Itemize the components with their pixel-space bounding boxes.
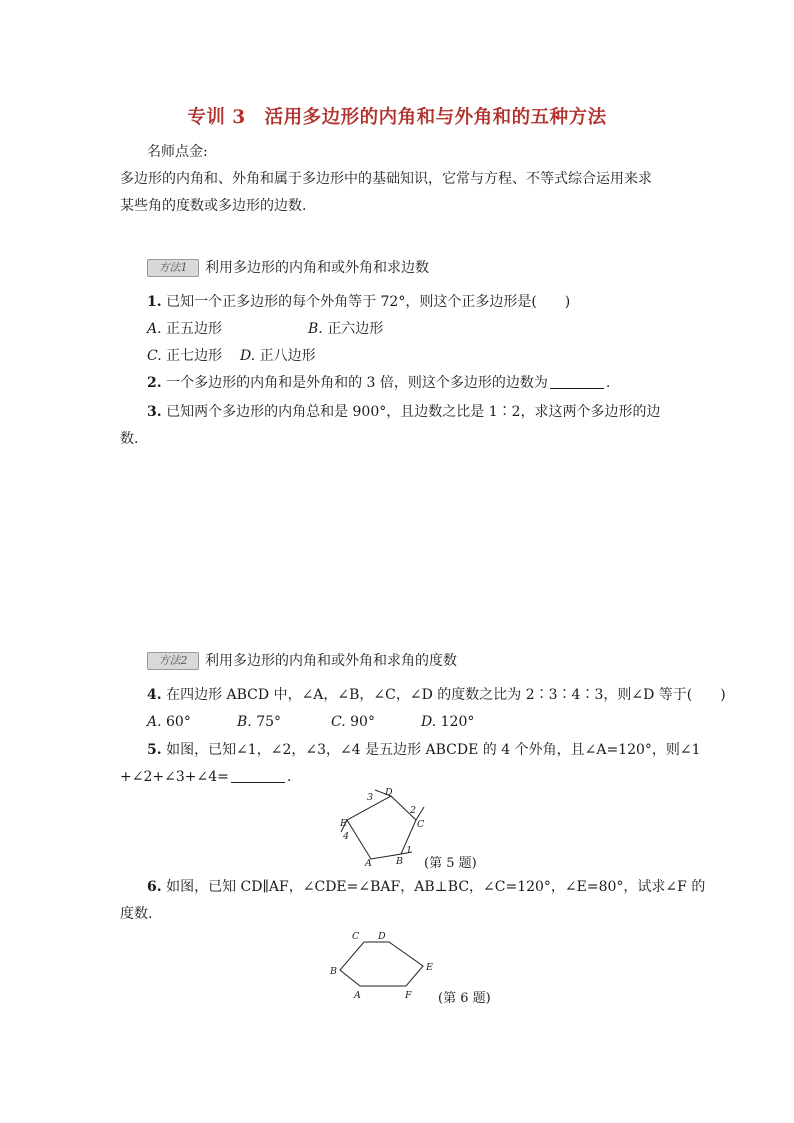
question-2-number: 2. <box>147 375 162 391</box>
question-2 <box>147 373 610 393</box>
question-4-text: 在四边形 ABCD 中，∠A，∠B，∠C，∠D 的度数之比为 2∶3∶4∶3，则∠D 等于( ) <box>166 687 726 703</box>
question-1-number: 1. <box>147 294 162 310</box>
vertex-label-a: A <box>354 990 361 1001</box>
vertex-label-b: B <box>330 966 337 977</box>
question-4 <box>147 685 726 705</box>
question-3-number: 3. <box>147 404 162 420</box>
vertex-label-f: F <box>405 990 412 1001</box>
question-1-text: 已知一个正多边形的每个外角等于 72°，则这个正多边形是( ) <box>166 294 571 310</box>
figure-5-pentagon <box>330 782 430 868</box>
option-b-letter: B. <box>308 321 323 337</box>
question-5-expression: +∠2+∠3+∠4= <box>120 769 229 785</box>
page-title: 专训 3 活用多边形的内角和与外角和的五种方法 <box>187 107 607 128</box>
question-1-option-b <box>308 319 383 339</box>
question-5-line-1: 如图，已知∠1，∠2，∠3，∠4 是五边形 ABCDE 的 4 个外角，且∠A=120°，则∠1 <box>166 742 701 758</box>
option-d-letter: D. <box>240 348 256 364</box>
question-2-period: . <box>605 375 611 391</box>
option-a-text: 正五边形 <box>166 321 223 337</box>
angle-label-1: 1 <box>406 845 413 856</box>
option-d-text: 正八边形 <box>259 348 316 364</box>
question-1-option-c <box>147 346 222 366</box>
intro-label: 名师点金: <box>147 144 208 160</box>
question-4-option-d <box>421 712 474 732</box>
option-b-text: 75° <box>256 714 282 730</box>
option-d-letter: D. <box>421 714 437 730</box>
question-3-line-2: 数. <box>120 431 139 447</box>
question-4-option-c <box>331 712 375 732</box>
answer-blank[interactable] <box>231 768 285 783</box>
question-4-number: 4. <box>147 687 162 703</box>
intro-line-1: 多边形的内角和、外角和属于多边形中的基础知识，它常与方程、不等式综合运用来求 <box>120 171 652 187</box>
question-1 <box>147 292 570 312</box>
question-3-line-1: 已知两个多边形的内角总和是 900°，且边数之比是 1∶2，求这两个多边形的边 <box>166 404 661 420</box>
vertex-label-b: B <box>396 856 403 867</box>
angle-label-3: 3 <box>367 792 374 803</box>
vertex-label-e: E <box>340 818 347 829</box>
option-a-text: 60° <box>166 714 191 730</box>
question-6-line-1: 如图，已知 CD∥AF，∠CDE=∠BAF，AB⊥BC，∠C=120°，∠E=80°，试求∠F 的 <box>166 879 706 895</box>
method-2-header <box>147 651 457 671</box>
vertex-label-d: D <box>378 931 386 942</box>
method-1-badge: 方法1 <box>147 259 199 277</box>
question-5-line-2 <box>120 767 291 787</box>
option-a-letter: A. <box>147 321 162 337</box>
vertex-label-c: C <box>417 819 425 830</box>
angle-label-2: 2 <box>410 805 417 816</box>
option-c-letter: C. <box>331 714 346 730</box>
question-4-option-a <box>147 712 191 732</box>
option-b-text: 正六边形 <box>327 321 384 337</box>
option-d-text: 120° <box>440 714 475 730</box>
question-3 <box>147 402 661 422</box>
question-5 <box>147 740 701 760</box>
question-2-text: 一个多边形的内角和是外角和的 3 倍，则这个多边形的边数为 <box>166 375 548 391</box>
question-6-number: 6. <box>147 879 162 895</box>
method-2-badge: 方法2 <box>147 652 199 670</box>
method-1-heading: 利用多边形的内角和或外角和求边数 <box>205 260 429 276</box>
vertex-label-e: E <box>426 962 433 973</box>
vertex-label-d: D <box>385 787 393 798</box>
question-6 <box>147 877 705 897</box>
question-1-option-d <box>240 346 316 366</box>
figure-5-caption: (第 5 题) <box>424 856 477 871</box>
option-a-letter: A. <box>147 714 162 730</box>
method-2-heading: 利用多边形的内角和或外角和求角的度数 <box>205 653 457 669</box>
option-b-letter: B. <box>237 714 252 730</box>
vertex-label-c: C <box>352 931 360 942</box>
hexagon-outline <box>340 942 423 986</box>
vertex-label-a: A <box>365 858 372 868</box>
question-5-number: 5. <box>147 742 162 758</box>
question-1-option-a <box>147 319 222 339</box>
intro-line-2: 某些角的度数或多边形的边数. <box>120 198 307 214</box>
answer-blank[interactable] <box>550 374 604 389</box>
question-6-line-2: 度数. <box>120 906 153 922</box>
option-c-text: 90° <box>350 714 375 730</box>
question-4-option-b <box>237 712 281 732</box>
option-c-letter: C. <box>147 348 162 364</box>
option-c-text: 正七边形 <box>166 348 223 364</box>
angle-label-4: 4 <box>343 831 350 842</box>
figure-6-caption: (第 6 题) <box>438 991 491 1006</box>
question-5-period: . <box>286 769 292 785</box>
figure-6-hexagon <box>322 924 442 1002</box>
method-1-header <box>147 258 429 278</box>
